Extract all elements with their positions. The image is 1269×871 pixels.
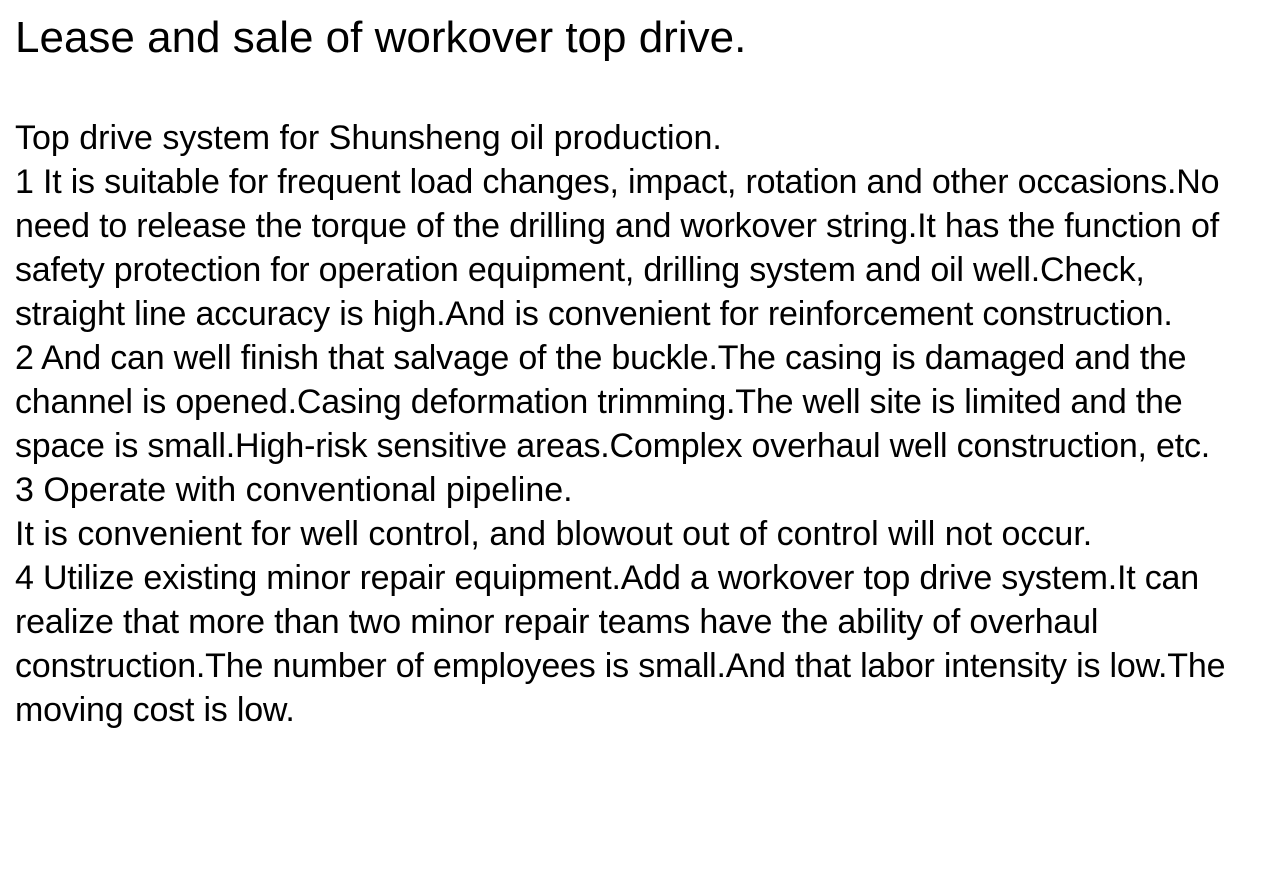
point-2-paragraph: 2 And can well finish that salvage of the buckle.The casing is damaged and the channel is opened.Casing deformation trimming.The well site is limited and the space is small.High-risk sensitive areas.Complex overhaul well construction, etc. [15, 339, 1211, 465]
point-4-paragraph: 4 Utilize existing minor repair equipment.Add a workover top drive system.It can realize that more than two minor repair teams have the ability of overhaul construction.The number of employees is small.And that labor intensity is low.The moving cost is low. [15, 559, 1226, 729]
document-title: Lease and sale of workover top drive. [15, 13, 747, 62]
point-1-paragraph: 1 It is suitable for frequent load changes, impact, rotation and other occasions.No need to release the torque of the drilling and workover string.It has the function of safety protection for operation equipment, drilling system and oil well.Check, straight line accuracy is high.And is convenient for reinforcement construction. [15, 163, 1220, 333]
intro-line: Top drive system for Shunsheng oil production. [15, 119, 722, 157]
document-page [15, 10, 1260, 732]
point-3-paragraph: 3 Operate with conventional pipeline. [15, 471, 573, 509]
document-body [15, 116, 1260, 732]
well-control-line: It is convenient for well control, and blowout out of control will not occur. [15, 515, 1093, 553]
